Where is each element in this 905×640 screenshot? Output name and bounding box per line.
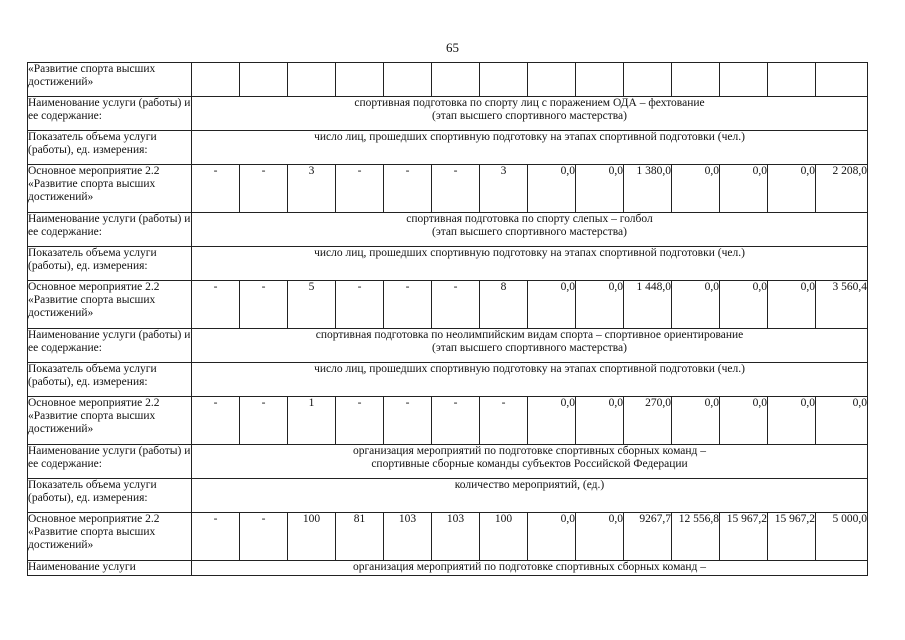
value-cell: - (384, 397, 432, 445)
service-line: организация мероприятий по подготовке спортивных сборных команд – (352, 445, 707, 457)
value-cell: 0,0 (528, 513, 576, 561)
value-cell: 0,0 (720, 397, 768, 445)
value-cell (240, 63, 288, 97)
service-line: спортивная подготовка по неолимпийским видам спорта – спортивное ориентирование (315, 329, 744, 341)
value-cell: - (240, 513, 288, 561)
service-line: спортивные сборные команды субъектов Российской Федерации (371, 458, 688, 470)
row-label: «Развитие спорта высших достижений» (28, 63, 192, 97)
value-cell: 3 560,4 (816, 281, 868, 329)
service-line: (этап высшего спортивного мастерства) (432, 342, 627, 354)
service-line: (этап высшего спортивного мастерства) (432, 110, 627, 122)
event-row (28, 281, 868, 329)
indicator-text: число лиц, прошедших спортивную подготовку на этапах спортивной подготовки (чел.) (192, 247, 868, 281)
indicator-label: Показатель объема услуги (работы), ед. измерения: (28, 479, 192, 513)
event-label: Основное мероприятие 2.2 «Развитие спорта высших достижений» (28, 281, 192, 329)
value-cell (432, 63, 480, 97)
value-cell: - (384, 165, 432, 213)
service-label: Наименование услуги (работы) и ее содержание: (28, 329, 192, 363)
value-cell: 0,0 (576, 281, 624, 329)
value-cell: - (336, 397, 384, 445)
value-cell: 0,0 (816, 397, 868, 445)
event-label: Основное мероприятие 2.2 «Развитие спорта высших достижений» (28, 397, 192, 445)
document-table (27, 62, 868, 576)
service-description (192, 97, 868, 131)
value-cell: 103 (384, 513, 432, 561)
value-cell: - (240, 397, 288, 445)
service-label: Наименование услуги (работы) и ее содержание: (28, 445, 192, 479)
value-cell: 1 (288, 397, 336, 445)
value-cell: - (192, 397, 240, 445)
value-cell: 2 208,0 (816, 165, 868, 213)
value-cell: 0,0 (720, 281, 768, 329)
event-row (28, 165, 868, 213)
value-cell: 0,0 (576, 165, 624, 213)
value-cell (384, 63, 432, 97)
value-cell: - (432, 165, 480, 213)
value-cell: 15 967,2 (768, 513, 816, 561)
value-cell (576, 63, 624, 97)
value-cell: 270,0 (624, 397, 672, 445)
value-cell (768, 63, 816, 97)
value-cell: 0,0 (672, 397, 720, 445)
value-cell: - (336, 165, 384, 213)
value-cell: - (336, 281, 384, 329)
value-cell (288, 63, 336, 97)
value-cell: 81 (336, 513, 384, 561)
service-row (28, 561, 868, 576)
service-row (28, 329, 868, 363)
value-cell (528, 63, 576, 97)
value-cell: 8 (480, 281, 528, 329)
value-cell: 0,0 (528, 165, 576, 213)
event-label: Основное мероприятие 2.2 «Развитие спорта высших достижений» (28, 513, 192, 561)
value-cell (672, 63, 720, 97)
value-cell: 15 967,2 (720, 513, 768, 561)
value-cell: - (432, 281, 480, 329)
service-line: спортивная подготовка по спорту лиц с поражением ОДА – фехтование (354, 97, 705, 109)
indicator-label: Показатель объема услуги (работы), ед. измерения: (28, 363, 192, 397)
indicator-row (28, 247, 868, 281)
value-cell: 9267,7 (624, 513, 672, 561)
value-cell: 103 (432, 513, 480, 561)
value-cell: 100 (288, 513, 336, 561)
service-line: (этап высшего спортивного мастерства) (432, 226, 627, 238)
value-cell: 0,0 (576, 513, 624, 561)
service-row (28, 97, 868, 131)
service-line: спортивная подготовка по спорту слепых – голбол (406, 213, 653, 225)
event-row (28, 513, 868, 561)
service-label: Наименование услуги (28, 561, 192, 576)
value-cell (192, 63, 240, 97)
value-cell (624, 63, 672, 97)
value-cell: - (192, 281, 240, 329)
value-cell: - (384, 281, 432, 329)
value-cell: 0,0 (768, 397, 816, 445)
indicator-row (28, 363, 868, 397)
service-description (192, 445, 868, 479)
value-cell: 0,0 (768, 165, 816, 213)
page-number: 65 (446, 40, 459, 55)
table-row (28, 63, 868, 97)
indicator-row (28, 131, 868, 165)
event-row (28, 397, 868, 445)
service-label: Наименование услуги (работы) и ее содержание: (28, 97, 192, 131)
value-cell: 0,0 (720, 165, 768, 213)
value-cell: 3 (480, 165, 528, 213)
value-cell: 3 (288, 165, 336, 213)
value-cell: 0,0 (528, 397, 576, 445)
value-cell: 0,0 (672, 281, 720, 329)
value-cell: 100 (480, 513, 528, 561)
value-cell: 0,0 (576, 397, 624, 445)
indicator-text: количество мероприятий, (ед.) (192, 479, 868, 513)
value-cell: 0,0 (768, 281, 816, 329)
indicator-text: число лиц, прошедших спортивную подготовку на этапах спортивной подготовки (чел.) (192, 363, 868, 397)
value-cell: 1 448,0 (624, 281, 672, 329)
event-label: Основное мероприятие 2.2 «Развитие спорта высших достижений» (28, 165, 192, 213)
value-cell: - (240, 281, 288, 329)
value-cell (480, 63, 528, 97)
service-description (192, 213, 868, 247)
value-cell (816, 63, 868, 97)
value-cell: 1 380,0 (624, 165, 672, 213)
value-cell: 5 (288, 281, 336, 329)
service-label: Наименование услуги (работы) и ее содержание: (28, 213, 192, 247)
value-cell: 12 556,8 (672, 513, 720, 561)
value-cell: - (480, 397, 528, 445)
indicator-text: число лиц, прошедших спортивную подготовку на этапах спортивной подготовки (чел.) (192, 131, 868, 165)
indicator-label: Показатель объема услуги (работы), ед. измерения: (28, 247, 192, 281)
service-row (28, 213, 868, 247)
value-cell: 0,0 (528, 281, 576, 329)
service-description (192, 329, 868, 363)
value-cell: - (240, 165, 288, 213)
value-cell: - (192, 513, 240, 561)
indicator-row (28, 479, 868, 513)
service-row (28, 445, 868, 479)
value-cell (720, 63, 768, 97)
service-description: организация мероприятий по подготовке спортивных сборных команд – (192, 561, 868, 576)
value-cell: - (192, 165, 240, 213)
indicator-label: Показатель объема услуги (работы), ед. измерения: (28, 131, 192, 165)
value-cell (336, 63, 384, 97)
value-cell: - (432, 397, 480, 445)
value-cell: 0,0 (672, 165, 720, 213)
value-cell: 5 000,0 (816, 513, 868, 561)
